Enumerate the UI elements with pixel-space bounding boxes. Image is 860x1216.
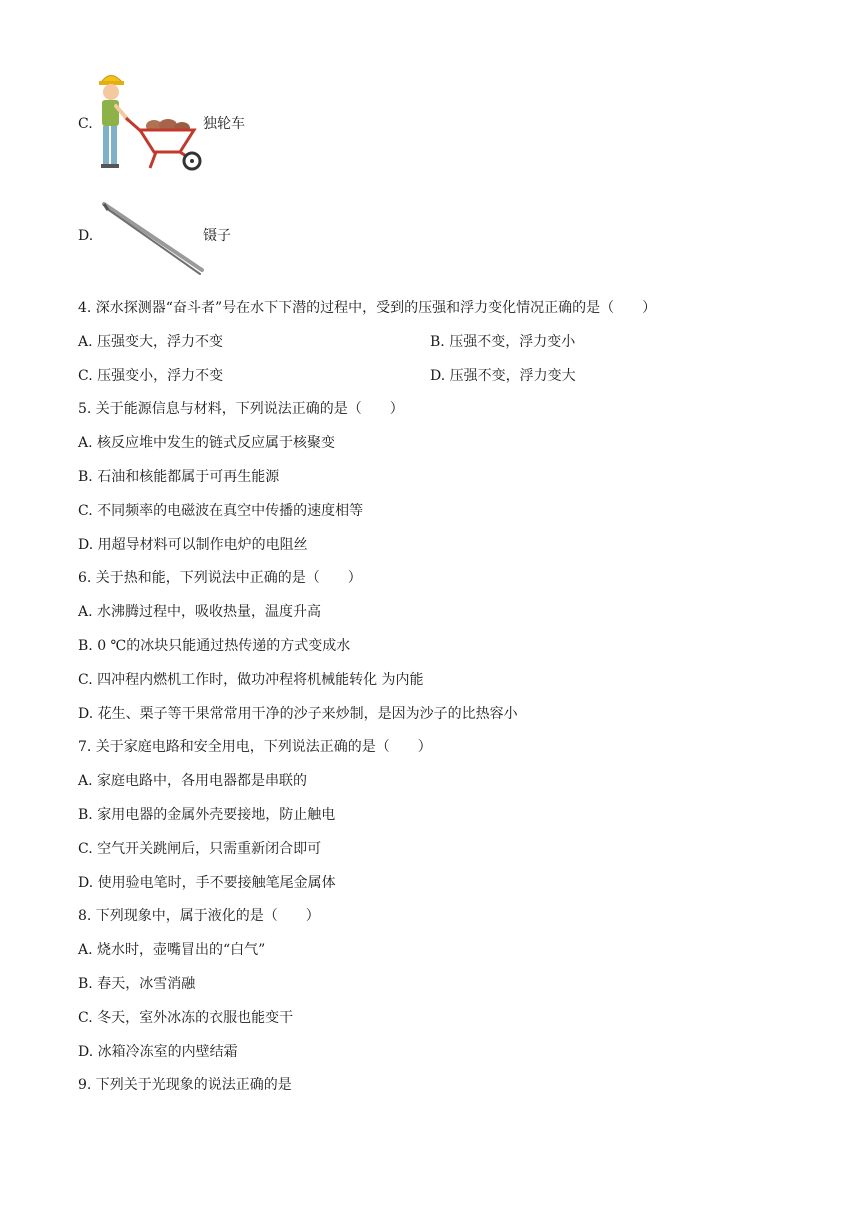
q5-option-a: A. 核反应堆中发生的链式反应属于核聚变 bbox=[78, 435, 336, 451]
option-c-caption: 独轮车 bbox=[203, 116, 245, 132]
q7-option-a: A. 家庭电路中，各用电器都是串联的 bbox=[78, 773, 308, 789]
question-7-stem: 7. 关于家庭电路和安全用电，下列说法正确的是（ ） bbox=[78, 739, 432, 755]
q8-option-a: A. 烧水时，壶嘴冒出的“白气” bbox=[78, 942, 266, 958]
q6-option-c: C. 四冲程内燃机工作时，做功冲程将机械能转化 为内能 bbox=[78, 672, 424, 688]
q4-option-d: D. 压强不变，浮力变大 bbox=[430, 368, 576, 384]
q5-option-b: B. 石油和核能都属于可再生能源 bbox=[78, 469, 280, 485]
q6-option-d: D. 花生、栗子等干果常常用干净的沙子来炒制，是因为沙子的比热容小 bbox=[78, 706, 518, 722]
question-6-stem: 6. 关于热和能，下列说法中正确的是（ ） bbox=[78, 570, 362, 586]
option-d-letter: D. bbox=[78, 228, 94, 244]
question-4-stem: 4. 深水探测器“奋斗者”号在水下下潜的过程中，受到的压强和浮力变化情况正确的是（ ） bbox=[78, 300, 657, 316]
q6-option-b: B. 0 ℃的冰块只能通过热传递的方式变成水 bbox=[78, 638, 351, 654]
q5-option-d: D. 用超导材料可以制作电炉的电阻丝 bbox=[78, 537, 308, 553]
option-c-letter: C. bbox=[78, 116, 93, 132]
q7-option-c: C. 空气开关跳闸后，只需重新闭合即可 bbox=[78, 841, 322, 857]
q7-option-d: D. 使用验电笔时，手不要接触笔尾金属体 bbox=[78, 875, 336, 891]
q8-option-c: C. 冬天，室外冰冻的衣服也能变干 bbox=[78, 1010, 294, 1026]
question-8-stem: 8. 下列现象中，属于液化的是（ ） bbox=[78, 908, 320, 924]
q5-option-c: C. 不同频率的电磁波在真空中传播的速度相等 bbox=[78, 503, 364, 519]
q7-option-b: B. 家用电器的金属外壳要接地，防止触电 bbox=[78, 807, 336, 823]
q6-option-a: A. 水沸腾过程中，吸收热量，温度升高 bbox=[78, 604, 322, 620]
wheelbarrow-figure bbox=[96, 68, 206, 174]
question-9-stem: 9. 下列关于光现象的说法正确的是 bbox=[78, 1077, 292, 1093]
q4-option-c: C. 压强变小，浮力不变 bbox=[78, 368, 224, 384]
q4-option-b: B. 压强不变，浮力变小 bbox=[430, 334, 576, 350]
q8-option-b: B. 春天，冰雪消融 bbox=[78, 976, 196, 992]
q4-option-a: A. 压强变大，浮力不变 bbox=[78, 334, 224, 350]
option-d-caption: 镊子 bbox=[203, 228, 231, 244]
q8-option-d: D. 冰箱冷冻室的内壁结霜 bbox=[78, 1044, 238, 1060]
question-5-stem: 5. 关于能源信息与材料，下列说法正确的是（ ） bbox=[78, 401, 404, 417]
tweezers-figure bbox=[100, 200, 206, 276]
